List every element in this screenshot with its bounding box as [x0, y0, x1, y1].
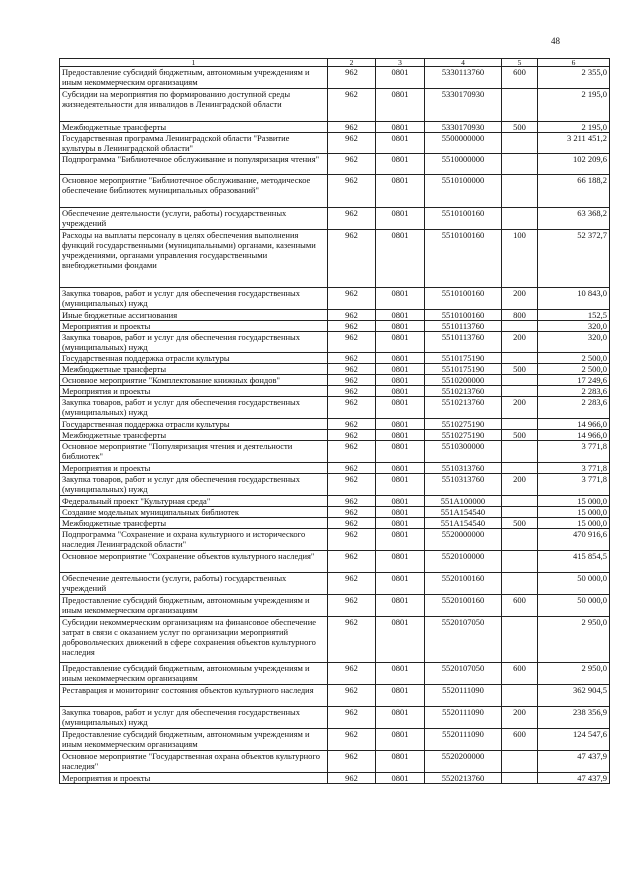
table-row	[60, 496, 610, 507]
row-sum-cell: 102 209,6	[538, 154, 610, 175]
row-vr-cell: 500	[502, 430, 538, 441]
row-csr-cell: 5330113760	[425, 67, 502, 89]
table-row	[60, 430, 610, 441]
row-vr-cell: 200	[502, 332, 538, 353]
row-name-cell: Основное мероприятие "Сохранение объектов культурного наследия"	[60, 551, 328, 573]
row-rz-cell: 0801	[376, 474, 425, 496]
row-rz-cell: 0801	[376, 364, 425, 375]
row-vr-cell: 200	[502, 474, 538, 496]
table-row	[60, 551, 610, 573]
row-gr-cell: 962	[328, 386, 376, 397]
row-name-cell: Обеспечение деятельности (услуги, работы) государственных учреждений	[60, 208, 328, 230]
row-rz-cell: 0801	[376, 573, 425, 595]
row-name-cell: Мероприятия и проекты	[60, 386, 328, 397]
row-gr-cell: 962	[328, 751, 376, 773]
row-csr-cell: 5520111090	[425, 707, 502, 729]
row-vr-cell	[502, 751, 538, 773]
row-csr-cell: 551A154540	[425, 518, 502, 529]
header-cell: 6	[538, 59, 610, 67]
row-name-cell: Закупка товаров, работ и услуг для обеспечения государственных (муниципальных) нужд	[60, 707, 328, 729]
row-vr-cell: 500	[502, 122, 538, 133]
row-sum-cell: 2 355,0	[538, 67, 610, 89]
row-name-cell: Мероприятия и проекты	[60, 773, 328, 784]
table-row	[60, 230, 610, 288]
header-cell: 4	[425, 59, 502, 67]
row-sum-cell: 14 966,0	[538, 419, 610, 430]
row-gr-cell: 962	[328, 430, 376, 441]
row-sum-cell: 238 356,9	[538, 707, 610, 729]
row-sum-cell: 320,0	[538, 332, 610, 353]
table-row	[60, 133, 610, 154]
header-cell: 1	[60, 59, 328, 67]
row-vr-cell: 500	[502, 518, 538, 529]
row-rz-cell: 0801	[376, 154, 425, 175]
table-row	[60, 441, 610, 463]
table-row	[60, 386, 610, 397]
row-name-cell: Предоставление субсидий бюджетным, автономным учреждениям и иным некоммерческим организациям	[60, 595, 328, 617]
row-gr-cell: 962	[328, 729, 376, 751]
row-sum-cell: 2 500,0	[538, 353, 610, 364]
row-gr-cell: 962	[328, 375, 376, 386]
table-row	[60, 463, 610, 474]
row-name-cell: Закупка товаров, работ и услуг для обеспечения государственных (муниципальных) нужд	[60, 397, 328, 419]
row-name-cell: Обеспечение деятельности (услуги, работы) государственных учреждений	[60, 573, 328, 595]
row-gr-cell: 962	[328, 507, 376, 518]
row-name-cell: Межбюджетные трансферты	[60, 364, 328, 375]
row-rz-cell: 0801	[376, 375, 425, 386]
row-sum-cell: 14 966,0	[538, 430, 610, 441]
row-name-cell: Закупка товаров, работ и услуг для обеспечения государственных (муниципальных) нужд	[60, 474, 328, 496]
row-csr-cell: 5510275190	[425, 419, 502, 430]
row-csr-cell: 5330170930	[425, 89, 502, 122]
row-csr-cell: 5520107050	[425, 663, 502, 685]
row-rz-cell: 0801	[376, 551, 425, 573]
row-name-cell: Федеральный проект "Культурная среда"	[60, 496, 328, 507]
header-cell: 3	[376, 59, 425, 67]
row-rz-cell: 0801	[376, 133, 425, 154]
table-row	[60, 353, 610, 364]
row-sum-cell: 3 771,8	[538, 463, 610, 474]
table-row	[60, 419, 610, 430]
row-gr-cell: 962	[328, 288, 376, 310]
row-rz-cell: 0801	[376, 288, 425, 310]
row-vr-cell	[502, 507, 538, 518]
table-row	[60, 122, 610, 133]
table-row	[60, 529, 610, 551]
table-row	[60, 729, 610, 751]
row-rz-cell: 0801	[376, 595, 425, 617]
row-sum-cell: 15 000,0	[538, 507, 610, 518]
row-csr-cell: 5510275190	[425, 430, 502, 441]
row-name-cell: Иные бюджетные ассигнования	[60, 310, 328, 321]
row-gr-cell: 962	[328, 230, 376, 288]
row-csr-cell: 5520213760	[425, 773, 502, 784]
row-csr-cell: 5510000000	[425, 154, 502, 175]
table-row	[60, 397, 610, 419]
row-name-cell: Мероприятия и проекты	[60, 463, 328, 474]
row-name-cell: Основное мероприятие "Библиотечное обслуживание, методическое обеспечение библиотек муниципальных образований"	[60, 175, 328, 208]
row-rz-cell: 0801	[376, 386, 425, 397]
row-csr-cell: 5510313760	[425, 463, 502, 474]
row-sum-cell: 47 437,9	[538, 773, 610, 784]
table-row	[60, 67, 610, 89]
row-csr-cell: 5510300000	[425, 441, 502, 463]
row-csr-cell: 5520100160	[425, 595, 502, 617]
row-rz-cell: 0801	[376, 397, 425, 419]
row-sum-cell: 152,5	[538, 310, 610, 321]
table-row	[60, 617, 610, 663]
row-vr-cell: 200	[502, 707, 538, 729]
row-name-cell: Реставрация и мониторинг состояния объектов культурного наследия	[60, 685, 328, 707]
row-vr-cell	[502, 386, 538, 397]
row-sum-cell: 3 771,8	[538, 474, 610, 496]
table-row	[60, 707, 610, 729]
row-name-cell: Государственная программа Ленинградской области "Развитие культуры в Ленинградской области"	[60, 133, 328, 154]
row-gr-cell: 962	[328, 154, 376, 175]
row-csr-cell: 5510100000	[425, 175, 502, 208]
row-rz-cell: 0801	[376, 122, 425, 133]
row-csr-cell: 5520111090	[425, 685, 502, 707]
row-sum-cell: 2 950,0	[538, 617, 610, 663]
row-rz-cell: 0801	[376, 663, 425, 685]
row-name-cell: Государственная поддержка отрасли культуры	[60, 353, 328, 364]
row-sum-cell: 2 283,6	[538, 386, 610, 397]
row-vr-cell	[502, 89, 538, 122]
row-sum-cell: 362 904,5	[538, 685, 610, 707]
row-vr-cell: 600	[502, 595, 538, 617]
row-vr-cell: 500	[502, 364, 538, 375]
row-csr-cell: 5330170930	[425, 122, 502, 133]
row-sum-cell: 50 000,0	[538, 573, 610, 595]
row-gr-cell: 962	[328, 551, 376, 573]
row-name-cell: Основное мероприятие "Государственная охрана объектов культурного наследия"	[60, 751, 328, 773]
row-vr-cell	[502, 551, 538, 573]
row-vr-cell	[502, 375, 538, 386]
row-gr-cell: 962	[328, 518, 376, 529]
table-row	[60, 332, 610, 353]
table-row	[60, 663, 610, 685]
row-vr-cell: 100	[502, 230, 538, 288]
row-sum-cell: 15 000,0	[538, 518, 610, 529]
row-gr-cell: 962	[328, 685, 376, 707]
row-csr-cell: 5520100000	[425, 551, 502, 573]
row-vr-cell: 800	[502, 310, 538, 321]
row-sum-cell: 320,0	[538, 321, 610, 332]
table-row	[60, 375, 610, 386]
row-csr-cell: 5510100160	[425, 208, 502, 230]
row-name-cell: Межбюджетные трансферты	[60, 122, 328, 133]
row-rz-cell: 0801	[376, 496, 425, 507]
row-rz-cell: 0801	[376, 175, 425, 208]
row-vr-cell	[502, 617, 538, 663]
row-name-cell: Мероприятия и проекты	[60, 321, 328, 332]
row-csr-cell: 5520200000	[425, 751, 502, 773]
row-rz-cell: 0801	[376, 507, 425, 518]
row-rz-cell: 0801	[376, 321, 425, 332]
row-rz-cell: 0801	[376, 353, 425, 364]
row-sum-cell: 2 283,6	[538, 397, 610, 419]
row-rz-cell: 0801	[376, 707, 425, 729]
row-vr-cell	[502, 529, 538, 551]
row-gr-cell: 962	[328, 595, 376, 617]
row-gr-cell: 962	[328, 463, 376, 474]
row-name-cell: Основное мероприятие "Комплектование книжных фондов"	[60, 375, 328, 386]
row-gr-cell: 962	[328, 133, 376, 154]
row-name-cell: Межбюджетные трансферты	[60, 518, 328, 529]
row-csr-cell: 5500000000	[425, 133, 502, 154]
row-gr-cell: 962	[328, 707, 376, 729]
row-vr-cell	[502, 353, 538, 364]
row-vr-cell: 200	[502, 397, 538, 419]
row-name-cell: Государственная поддержка отрасли культуры	[60, 419, 328, 430]
row-name-cell: Подпрограмма "Библиотечное обслуживание и популяризация чтения"	[60, 154, 328, 175]
table-row	[60, 208, 610, 230]
row-sum-cell: 17 249,6	[538, 375, 610, 386]
row-vr-cell	[502, 685, 538, 707]
row-vr-cell: 200	[502, 288, 538, 310]
row-gr-cell: 962	[328, 441, 376, 463]
row-gr-cell: 962	[328, 332, 376, 353]
table-row	[60, 288, 610, 310]
row-rz-cell: 0801	[376, 729, 425, 751]
row-csr-cell: 5510100160	[425, 310, 502, 321]
row-name-cell: Расходы на выплаты персоналу в целях обеспечения выполнения функций государственными (муниципальными) органами, казенными учреждениями, органами управления государственными внебюджетными фондами	[60, 230, 328, 288]
page-number: 48	[551, 36, 560, 46]
row-csr-cell: 5520111090	[425, 729, 502, 751]
row-vr-cell	[502, 321, 538, 332]
row-rz-cell: 0801	[376, 67, 425, 89]
row-rz-cell: 0801	[376, 441, 425, 463]
table-row	[60, 154, 610, 175]
row-sum-cell: 52 372,7	[538, 230, 610, 288]
row-vr-cell	[502, 208, 538, 230]
row-rz-cell: 0801	[376, 419, 425, 430]
row-rz-cell: 0801	[376, 208, 425, 230]
row-rz-cell: 0801	[376, 230, 425, 288]
row-csr-cell: 551A154540	[425, 507, 502, 518]
table-row	[60, 321, 610, 332]
row-sum-cell: 10 843,0	[538, 288, 610, 310]
row-sum-cell: 63 368,2	[538, 208, 610, 230]
row-name-cell: Межбюджетные трансферты	[60, 430, 328, 441]
header-cell: 5	[502, 59, 538, 67]
table-row	[60, 474, 610, 496]
row-gr-cell: 962	[328, 529, 376, 551]
row-gr-cell: 962	[328, 397, 376, 419]
row-rz-cell: 0801	[376, 430, 425, 441]
row-sum-cell: 2 500,0	[538, 364, 610, 375]
table-row	[60, 507, 610, 518]
row-gr-cell: 962	[328, 310, 376, 321]
row-sum-cell: 50 000,0	[538, 595, 610, 617]
row-name-cell: Предоставление субсидий бюджетным, автономным учреждениям и иным некоммерческим организациям	[60, 663, 328, 685]
row-sum-cell: 470 916,6	[538, 529, 610, 551]
row-gr-cell: 962	[328, 773, 376, 784]
table-row	[60, 175, 610, 208]
row-gr-cell: 962	[328, 321, 376, 332]
row-sum-cell: 124 547,6	[538, 729, 610, 751]
row-csr-cell: 5520100160	[425, 573, 502, 595]
row-csr-cell: 5510113760	[425, 321, 502, 332]
row-name-cell: Предоставление субсидий бюджетным, автономным учреждениям и иным некоммерческим организациям	[60, 67, 328, 89]
row-rz-cell: 0801	[376, 518, 425, 529]
row-gr-cell: 962	[328, 364, 376, 375]
header-cell: 2	[328, 59, 376, 67]
row-gr-cell: 962	[328, 419, 376, 430]
table-header-row	[60, 59, 610, 67]
table-row	[60, 310, 610, 321]
row-rz-cell: 0801	[376, 529, 425, 551]
row-sum-cell: 2 195,0	[538, 89, 610, 122]
row-gr-cell: 962	[328, 663, 376, 685]
row-name-cell: Создание модельных муниципальных библиотек	[60, 507, 328, 518]
row-csr-cell: 5520107050	[425, 617, 502, 663]
row-rz-cell: 0801	[376, 463, 425, 474]
row-name-cell: Подпрограмма "Сохранение и охрана культурного и исторического наследия Ленинградской области"	[60, 529, 328, 551]
row-csr-cell: 5510175190	[425, 353, 502, 364]
row-rz-cell: 0801	[376, 89, 425, 122]
row-vr-cell: 600	[502, 663, 538, 685]
row-rz-cell: 0801	[376, 332, 425, 353]
row-vr-cell	[502, 419, 538, 430]
row-vr-cell	[502, 463, 538, 474]
row-sum-cell: 3 771,8	[538, 441, 610, 463]
row-csr-cell: 5510113760	[425, 332, 502, 353]
row-vr-cell	[502, 133, 538, 154]
row-vr-cell: 600	[502, 729, 538, 751]
table-row	[60, 518, 610, 529]
row-vr-cell	[502, 154, 538, 175]
row-vr-cell: 600	[502, 67, 538, 89]
row-rz-cell: 0801	[376, 310, 425, 321]
row-sum-cell: 2 195,0	[538, 122, 610, 133]
row-vr-cell	[502, 175, 538, 208]
table-row	[60, 685, 610, 707]
row-gr-cell: 962	[328, 67, 376, 89]
row-csr-cell: 5510175190	[425, 364, 502, 375]
row-csr-cell: 5510213760	[425, 397, 502, 419]
row-gr-cell: 962	[328, 573, 376, 595]
row-vr-cell	[502, 496, 538, 507]
row-name-cell: Субсидии на мероприятия по формированию доступной среды жизнедеятельности для инвалидов в Ленинградской области	[60, 89, 328, 122]
row-vr-cell	[502, 773, 538, 784]
row-name-cell: Предоставление субсидий бюджетным, автономным учреждениям и иным некоммерческим организациям	[60, 729, 328, 751]
table-row	[60, 89, 610, 122]
row-sum-cell: 2 950,0	[538, 663, 610, 685]
row-gr-cell: 962	[328, 208, 376, 230]
row-vr-cell	[502, 441, 538, 463]
row-name-cell: Основное мероприятие "Популяризация чтения и деятельности библиотек"	[60, 441, 328, 463]
table-row	[60, 751, 610, 773]
row-csr-cell: 5510200000	[425, 375, 502, 386]
row-gr-cell: 962	[328, 175, 376, 208]
row-name-cell: Закупка товаров, работ и услуг для обеспечения государственных (муниципальных) нужд	[60, 288, 328, 310]
row-sum-cell: 415 854,5	[538, 551, 610, 573]
table-row	[60, 573, 610, 595]
row-rz-cell: 0801	[376, 751, 425, 773]
row-gr-cell: 962	[328, 89, 376, 122]
row-name-cell: Закупка товаров, работ и услуг для обеспечения государственных (муниципальных) нужд	[60, 332, 328, 353]
row-gr-cell: 962	[328, 617, 376, 663]
table-row	[60, 773, 610, 784]
row-csr-cell: 5510313760	[425, 474, 502, 496]
budget-table	[59, 58, 610, 784]
row-csr-cell: 5510100160	[425, 230, 502, 288]
table-row	[60, 595, 610, 617]
row-csr-cell: 5510100160	[425, 288, 502, 310]
table-row	[60, 364, 610, 375]
row-csr-cell: 5510213760	[425, 386, 502, 397]
row-sum-cell: 3 211 451,2	[538, 133, 610, 154]
row-gr-cell: 962	[328, 122, 376, 133]
row-rz-cell: 0801	[376, 773, 425, 784]
row-gr-cell: 962	[328, 353, 376, 364]
row-gr-cell: 962	[328, 474, 376, 496]
row-csr-cell: 551A100000	[425, 496, 502, 507]
row-sum-cell: 47 437,9	[538, 751, 610, 773]
row-sum-cell: 15 000,0	[538, 496, 610, 507]
row-name-cell: Субсидии некоммерческим организациям на финансовое обеспечение затрат в связи с оказанием услуг по организации мероприятий добровольческих движений в сфере сохранения объектов культурного наследия	[60, 617, 328, 663]
row-csr-cell: 5520000000	[425, 529, 502, 551]
row-rz-cell: 0801	[376, 617, 425, 663]
row-vr-cell	[502, 573, 538, 595]
row-sum-cell: 66 188,2	[538, 175, 610, 208]
row-gr-cell: 962	[328, 496, 376, 507]
row-rz-cell: 0801	[376, 685, 425, 707]
